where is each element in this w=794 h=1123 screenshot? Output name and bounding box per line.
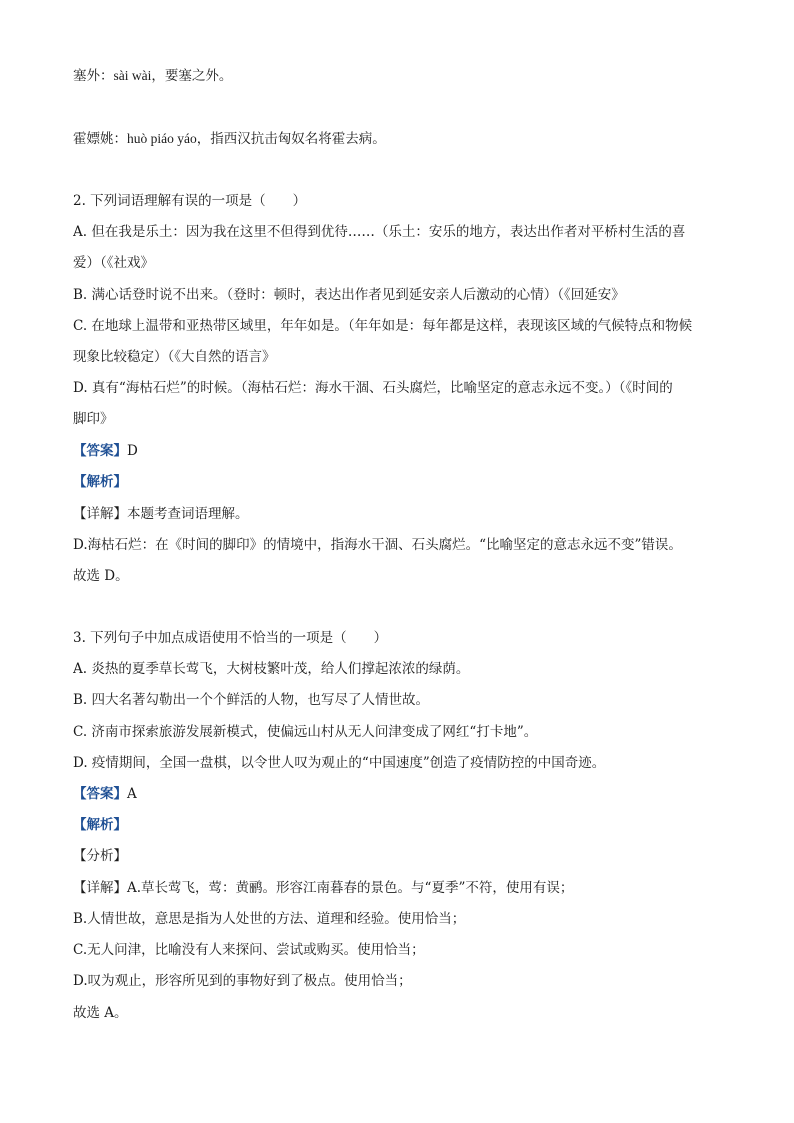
q3-detail-c: C.无人问津，比喻没有人来探问、尝试或购买。使用恰当； [73,942,425,958]
q3-option-a: A. 炎热的夏季草长莺飞，大树枝繁叶茂，给人们撑起浓浓的绿荫。 [73,661,470,677]
q2-option-b: B. 满心话登时说不出来。（登时：顿时，表达出作者见到延安亲人后激动的心情）（《回延安》 [73,287,625,303]
q2-option-d-cont: 脚印》 [73,411,114,427]
q2-stem: 2. 下列词语理解有误的一项是（ ） [73,193,307,209]
q3-detail-d: D.叹为观止，形容所见到的事物好到了极点。使用恰当； [73,973,412,989]
detail-text: 本题考查词语理解。 [127,506,249,522]
gloss-saiwai [73,66,733,86]
q3-detail-b: B.人情世故，意思是指为人处世的方法、道理和经验。使用恰当； [73,911,466,927]
gloss-pinyin: sài wài [113,68,152,83]
q2-conclusion: 故选 D。 [73,568,129,584]
q2-option-c: C. 在地球上温带和亚热带区域里，年年如是。（年年如是：每年都是这样，表现该区域的气候特点和物候 [73,318,693,334]
q2-option-c-cont: 现象比较稳定）（《大自然的语言》 [73,349,276,365]
detail-tag: 【详解】 [73,506,127,522]
gloss-definition: ，指西汉抗击匈奴名将霍去病。 [196,131,386,147]
gloss-term: 霍嫖姚： [73,131,127,147]
gloss-term: 塞外： [73,68,114,84]
q3-detail-a [73,878,733,898]
answer-tag: 【答案】 [73,786,127,802]
q3-option-b: B. 四大名著勾勒出一个个鲜活的人物，也写尽了人情世故。 [73,692,430,708]
gloss-definition: ，要塞之外。 [151,68,233,84]
answer-value: A [127,786,137,802]
gloss-huopiaoyao [73,129,733,149]
q3-stem: 3. 下列句子中加点成语使用不恰当的一项是（ ） [73,630,388,646]
gloss-pinyin: huò piáo yáo [127,131,197,146]
q2-analysis [73,472,733,492]
q3-answer [73,784,733,804]
q2-explain: D.海枯石烂：在《时间的脚印》的情境中，指海水干涸、石头腐烂。“比喻坚定的意志永远不变”错误。 [73,537,682,553]
q2-detail [73,504,733,524]
q2-option-d: D. 真有“海枯石烂”的时候。（海枯石烂：海水干涸、石头腐烂，比喻坚定的意志永远不变。）（《时间的 [73,380,673,396]
answer-tag: 【答案】 [73,443,127,459]
q2-option-a: A. 但在我是乐土：因为我在这里不但得到优待……（乐土：安乐的地方，表达出作者对平桥村生活的喜 [73,224,686,240]
answer-value: D [127,443,138,459]
q2-option-a-cont: 爱）（《社戏》 [73,255,154,271]
q3-option-c: C. 济南市探索旅游发展新模式，使偏远山村从无人问津变成了网红“打卡地”。 [73,724,538,740]
detail-tag: 【详解】 [73,880,127,896]
analysis-tag: 【解析】 [73,474,127,490]
q2-answer [73,441,733,461]
q3-analysis [73,815,733,835]
q3-option-d: D. 疫情期间，全国一盘棋，以令世人叹为观止的“中国速度”创造了疫情防控的中国奇迹。 [73,755,606,771]
analysis-tag: 【解析】 [73,817,127,833]
detail-text: A.草长莺飞，莺：黄鹂。形容江南暮春的景色。与“夏季”不符，使用有误； [127,880,574,896]
q3-breakdown [73,846,733,866]
breakdown-tag: 【分析】 [73,848,127,864]
q3-conclusion: 故选 A。 [73,1005,128,1021]
